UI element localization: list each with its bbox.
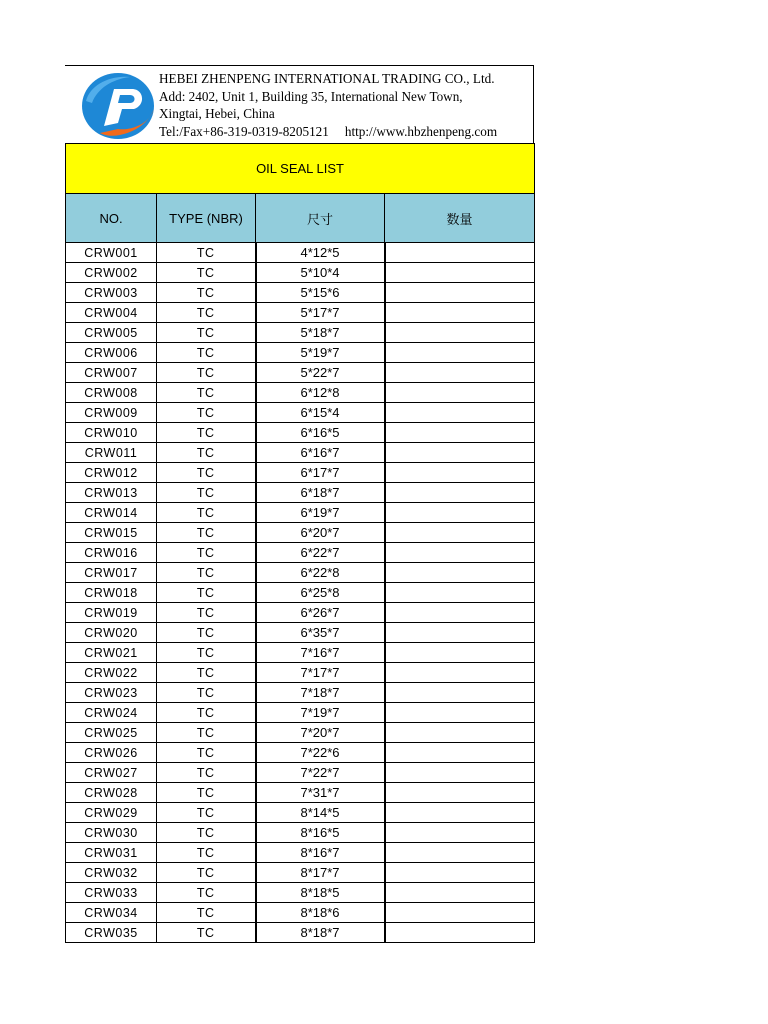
size-cell: 6*17*7 [256,463,385,483]
table-row [66,643,535,663]
size-cell: 8*16*5 [256,823,385,843]
company-name: HEBEI ZHENPENG INTERNATIONAL TRADING CO., Ltd. [159,71,495,86]
quantity-cell[interactable] [385,403,535,423]
type-cell: TC [157,443,256,463]
table-row [66,863,535,883]
size-cell: 8*17*7 [256,863,385,883]
size-cell: 6*18*7 [256,483,385,503]
type-cell: TC [157,883,256,903]
table-row [66,843,535,863]
type-cell: TC [157,783,256,803]
type-cell: TC [157,863,256,883]
table-row [66,483,535,503]
size-cell: 6*35*7 [256,623,385,643]
item-number-cell: CRW027 [66,763,157,783]
header-size: 尺寸 [256,194,385,243]
table-row [66,443,535,463]
item-number-cell: CRW010 [66,423,157,443]
company-tel: Tel:/Fax+86-319-0319-8205121 [159,123,329,139]
size-cell: 6*22*8 [256,563,385,583]
table-row [66,583,535,603]
size-cell: 5*19*7 [256,343,385,363]
size-cell: 6*12*8 [256,383,385,403]
table-row [66,543,535,563]
type-cell: TC [157,283,256,303]
item-number-cell: CRW029 [66,803,157,823]
title-row [66,144,535,194]
item-number-cell: CRW003 [66,283,157,303]
quantity-cell[interactable] [385,923,535,943]
type-cell: TC [157,243,256,263]
quantity-cell[interactable] [385,343,535,363]
item-number-cell: CRW019 [66,603,157,623]
item-number-cell: CRW024 [66,703,157,723]
quantity-cell[interactable] [385,823,535,843]
item-number-cell: CRW021 [66,643,157,663]
quantity-cell[interactable] [385,523,535,543]
size-cell: 6*22*7 [256,543,385,563]
quantity-cell[interactable] [385,723,535,743]
size-cell: 5*10*4 [256,263,385,283]
item-number-cell: CRW006 [66,343,157,363]
type-cell: TC [157,323,256,343]
item-number-cell: CRW020 [66,623,157,643]
table-row [66,243,535,263]
quantity-cell[interactable] [385,503,535,523]
type-cell: TC [157,463,256,483]
table-row [66,563,535,583]
type-cell: TC [157,703,256,723]
item-number-cell: CRW011 [66,443,157,463]
type-cell: TC [157,403,256,423]
size-cell: 5*18*7 [256,323,385,343]
quantity-cell[interactable] [385,303,535,323]
size-cell: 7*20*7 [256,723,385,743]
table-row [66,523,535,543]
header-type: TYPE (NBR) [157,194,256,243]
size-cell: 6*15*4 [256,403,385,423]
table-row [66,623,535,643]
item-number-cell: CRW012 [66,463,157,483]
size-cell: 7*16*7 [256,643,385,663]
size-cell: 4*12*5 [256,243,385,263]
quantity-cell[interactable] [385,263,535,283]
table-row [66,283,535,303]
quantity-cell[interactable] [385,463,535,483]
table-row [66,263,535,283]
size-cell: 6*16*7 [256,443,385,463]
table-row [66,403,535,423]
type-cell: TC [157,763,256,783]
table-row [66,803,535,823]
quantity-cell[interactable] [385,763,535,783]
quantity-cell[interactable] [385,543,535,563]
quantity-cell[interactable] [385,863,535,883]
item-number-cell: CRW023 [66,683,157,703]
item-number-cell: CRW033 [66,883,157,903]
table-row [66,823,535,843]
type-cell: TC [157,843,256,863]
table-row [66,343,535,363]
table-row [66,723,535,743]
quantity-cell[interactable] [385,663,535,683]
type-cell: TC [157,743,256,763]
size-cell: 7*19*7 [256,703,385,723]
table-row [66,303,535,323]
table-row [66,463,535,483]
item-number-cell: CRW016 [66,543,157,563]
size-cell: 8*16*7 [256,843,385,863]
quantity-cell[interactable] [385,803,535,823]
item-number-cell: CRW008 [66,383,157,403]
quantity-cell[interactable] [385,743,535,763]
size-cell: 7*18*7 [256,683,385,703]
header-quantity: 数量 [385,194,535,243]
item-number-cell: CRW030 [66,823,157,843]
table-row [66,743,535,763]
item-number-cell: CRW028 [66,783,157,803]
type-cell: TC [157,383,256,403]
company-website-link[interactable]: http://www.hbzhenpeng.com [344,123,498,139]
type-cell: TC [157,423,256,443]
type-cell: TC [157,503,256,523]
quantity-cell[interactable] [385,423,535,443]
quantity-cell[interactable] [385,783,535,803]
type-cell: TC [157,723,256,743]
size-cell: 6*16*5 [256,423,385,443]
company-contact [159,123,531,141]
item-number-cell: CRW031 [66,843,157,863]
quantity-cell[interactable] [385,703,535,723]
size-cell: 6*19*7 [256,503,385,523]
item-number-cell: CRW034 [66,903,157,923]
size-cell: 6*25*8 [256,583,385,603]
quantity-cell[interactable] [385,683,535,703]
size-cell: 8*18*5 [256,883,385,903]
type-cell: TC [157,663,256,683]
type-cell: TC [157,803,256,823]
size-cell: 7*22*6 [256,743,385,763]
oil-seal-sheet [65,65,534,943]
type-cell: TC [157,823,256,843]
size-cell: 8*18*7 [256,923,385,943]
table-row [66,503,535,523]
table-row [66,383,535,403]
quantity-cell[interactable] [385,563,535,583]
item-number-cell: CRW018 [66,583,157,603]
quantity-cell[interactable] [385,843,535,863]
size-cell: 5*15*6 [256,283,385,303]
table-row [66,763,535,783]
company-address-line1: Add: 2402, Unit 1, Building 35, International New Town, [159,88,463,104]
quantity-cell[interactable] [385,243,535,263]
item-number-cell: CRW035 [66,923,157,943]
item-number-cell: CRW025 [66,723,157,743]
type-cell: TC [157,263,256,283]
size-cell: 6*20*7 [256,523,385,543]
table-row [66,683,535,703]
quantity-cell[interactable] [385,883,535,903]
type-cell: TC [157,603,256,623]
size-cell: 6*26*7 [256,603,385,623]
table-row [66,883,535,903]
type-cell: TC [157,523,256,543]
quantity-cell[interactable] [385,323,535,343]
item-number-cell: CRW004 [66,303,157,323]
company-address-line2: Xingtai, Hebei, China [159,106,275,121]
quantity-cell[interactable] [385,383,535,403]
type-cell: TC [157,363,256,383]
table-row [66,603,535,623]
table-row [66,923,535,943]
header-row [66,194,535,243]
table-row [66,703,535,723]
size-cell: 7*17*7 [256,663,385,683]
quantity-cell[interactable] [385,363,535,383]
table-row [66,903,535,923]
item-number-cell: CRW022 [66,663,157,683]
size-cell: 5*17*7 [256,303,385,323]
item-number-cell: CRW014 [66,503,157,523]
item-number-cell: CRW007 [66,363,157,383]
type-cell: TC [157,483,256,503]
table-row [66,663,535,683]
type-cell: TC [157,923,256,943]
item-number-cell: CRW013 [66,483,157,503]
type-cell: TC [157,623,256,643]
item-number-cell: CRW017 [66,563,157,583]
table-row [66,363,535,383]
type-cell: TC [157,583,256,603]
quantity-cell[interactable] [385,603,535,623]
size-cell: 5*22*7 [256,363,385,383]
type-cell: TC [157,343,256,363]
quantity-cell[interactable] [385,283,535,303]
type-cell: TC [157,563,256,583]
company-info [159,70,531,140]
table-row [66,783,535,803]
type-cell: TC [157,683,256,703]
item-number-cell: CRW005 [66,323,157,343]
item-number-cell: CRW002 [66,263,157,283]
oil-seal-table [65,143,535,943]
quantity-cell[interactable] [385,583,535,603]
type-cell: TC [157,903,256,923]
company-header [65,65,534,143]
type-cell: TC [157,303,256,323]
item-number-cell: CRW001 [66,243,157,263]
type-cell: TC [157,543,256,563]
quantity-cell[interactable] [385,903,535,923]
size-cell: 7*31*7 [256,783,385,803]
item-number-cell: CRW009 [66,403,157,423]
size-cell: 8*14*5 [256,803,385,823]
zhenpeng-logo-icon [80,71,156,141]
table-row [66,423,535,443]
item-number-cell: CRW015 [66,523,157,543]
type-cell: TC [157,643,256,663]
size-cell: 7*22*7 [256,763,385,783]
table-row [66,323,535,343]
header-no: NO. [66,194,157,243]
item-number-cell: CRW032 [66,863,157,883]
item-number-cell: CRW026 [66,743,157,763]
quantity-cell[interactable] [385,623,535,643]
quantity-cell[interactable] [385,643,535,663]
oil-seal-list-title: OIL SEAL LIST [66,144,535,194]
quantity-cell[interactable] [385,443,535,463]
quantity-cell[interactable] [385,483,535,503]
size-cell: 8*18*6 [256,903,385,923]
